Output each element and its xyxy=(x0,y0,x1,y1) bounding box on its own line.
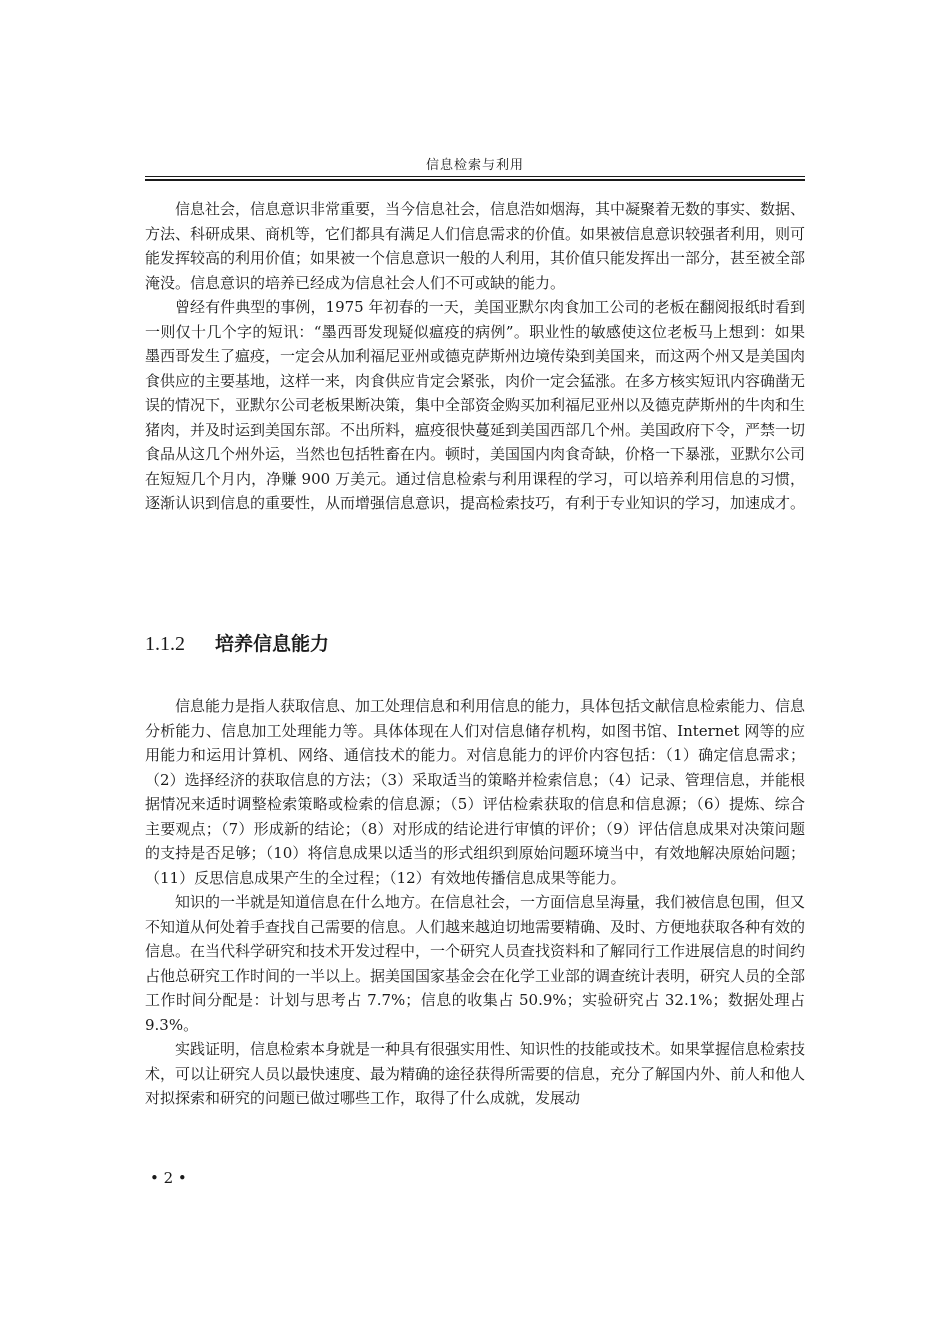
paragraph-information-ability: 信息能力是指人获取信息、加工处理信息和利用信息的能力，具体包括文献信息检索能力、信息分析能力、信息加工处理能力等。具体体现在人们对信息储存机构，如图书馆、Internet 网等的应用能力和运用计算机、网络、通信技术的能力。对信息能力的评价内容包括：（1）确定信息需求；（2）选择经济的获取信息的方法；（3）采取适当的策略并检索信息；（4）记录、管理信息，并能根据情况来适时调整检索策略或检索的信息源；（5）评估检索获取的信息和信息源；（6）提炼、综合主要观点；（7）形成新的结论；（8）对形成的结论进行审慎的评价；（9）评估信息成果对决策问题的支持是否足够；（10）将信息成果以适当的形式组织到原始问题环境当中，有效地解决原始问题；（11）反思信息成果产生的全过程；（12）有效地传播信息成果等能力。 xyxy=(145,697,806,887)
body-text-bottom xyxy=(145,694,805,1111)
paragraph-information-awareness: 信息社会，信息意识非常重要，当今信息社会，信息浩如烟海，其中凝聚着无数的事实、数据、方法、科研成果、商机等，它们都具有满足人们信息需求的价值。如果被信息意识较强者利用，则可能发挥较高的利用价值；如果被一个信息意识一般的人利用，其价值只能发挥出一部分，甚至被全部淹没。信息意识的培养已经成为信息社会人们不可或缺的能力。 xyxy=(145,200,806,292)
page-number: • 2 • xyxy=(150,1169,187,1187)
section-heading xyxy=(145,628,805,658)
section-number: 1.1.2 xyxy=(145,633,185,655)
section-title: 培养信息能力 xyxy=(215,633,330,655)
paragraph-armour-example: 曾经有件典型的事例，1975 年初春的一天，美国亚默尔肉食加工公司的老板在翻阅报纸时看到一则仅十几个字的短讯：“墨西哥发现疑似瘟疫的病例”。职业性的敏感使这位老板马上想到：如果墨西哥发生了瘟疫，一定会从加利福尼亚州或德克萨斯州边境传染到美国来，而这两个州又是美国肉食供应的主要基地，这样一来，肉食供应肯定会紧张，肉价一定会猛涨。在多方核实短讯内容确凿无误的情况下，亚默尔公司老板果断决策，集中全部资金购买加利福尼亚州以及德克萨斯州的牛肉和生猪肉，并及时运到美国东部。不出所料，瘟疫很快蔓延到美国西部几个州。美国政府下令，严禁一切食品从这几个州外运，当然也包括牲畜在内。顿时，美国国内肉食奇缺，价格一下暴涨，亚默尔公司在短短几个月内，净赚 900 万美元。通过信息检索与利用课程的学习，可以培养利用信息的习惯，逐渐认识到信息的重要性，从而增强信息意识，提高检索技巧，有利于专业知识的学习，加速成才。 xyxy=(145,298,806,512)
paragraph-knowing-where: 知识的一半就是知道信息在什么地方。在信息社会，一方面信息呈海量，我们被信息包围，但又不知道从何处着手查找自己需要的信息。人们越来越迫切地需要精确、及时、方便地获取各种有效的信息。在当代科学研究和技术开发过程中，一个研究人员查找资料和了解同行工作进展信息的时间约占他总研究工作时间的一半以上。据美国国家基金会在化学工业部的调查统计表明，研究人员的全部工作时间分配是：计划与思考占 7.7%；信息的收集占 50.9%；实验研究占 32.1%；数据处理占 9.3%。 xyxy=(145,893,806,1034)
paragraph-practice-proves: 实践证明，信息检索本身就是一种具有很强实用性、知识性的技能或技术。如果掌握信息检索技术，可以让研究人员以最快速度、最为精确的途径获得所需要的信息，充分了解国内外、前人和他人对拟探索和研究的问题已做过哪些工作，取得了什么成就，发展动 xyxy=(145,1040,806,1107)
header-rule-thin xyxy=(145,176,805,177)
body-text-top xyxy=(145,197,805,516)
running-header-title: 信息检索与利用 xyxy=(425,158,524,173)
header-rule-thick xyxy=(145,179,805,181)
